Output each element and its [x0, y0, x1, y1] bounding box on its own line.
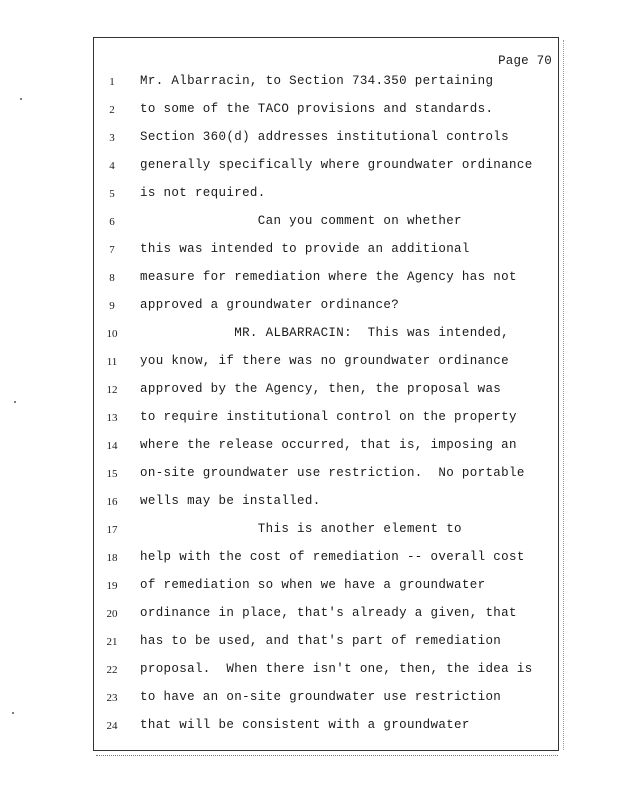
- line-number: 8: [109, 272, 115, 284]
- scan-speck: [20, 98, 22, 100]
- transcript-line: approved a groundwater ordinance?: [140, 298, 400, 312]
- line-number: 18: [106, 552, 118, 564]
- line-number: 13: [106, 412, 118, 424]
- transcript-line: has to be used, and that's part of remediation: [140, 634, 502, 648]
- line-number: 22: [106, 664, 118, 676]
- line-number: 6: [109, 216, 115, 228]
- line-number: 4: [109, 160, 115, 172]
- transcript-line: this was intended to provide an additional: [140, 242, 470, 256]
- scan-edge-right: [563, 40, 564, 750]
- transcript-line: to some of the TACO provisions and standards.: [140, 102, 494, 116]
- transcript-line: MR. ALBARRACIN: This was intended,: [140, 326, 510, 340]
- line-number: 12: [106, 384, 118, 396]
- line-number: 9: [109, 300, 115, 312]
- line-number: 14: [106, 440, 118, 452]
- line-number: 21: [106, 636, 118, 648]
- transcript-line: generally specifically where groundwater ordinance: [140, 158, 533, 172]
- transcript-line: wells may be installed.: [140, 494, 321, 508]
- transcript-line: where the release occurred, that is, imposing an: [140, 438, 517, 452]
- line-number: 10: [106, 328, 118, 340]
- transcript-line: Section 360(d) addresses institutional controls: [140, 130, 510, 144]
- scan-speck: [14, 401, 16, 403]
- transcript-line: Can you comment on whether: [140, 214, 462, 228]
- line-number: 20: [106, 608, 118, 620]
- transcript-line: approved by the Agency, then, the proposal was: [140, 382, 502, 396]
- line-number: 7: [109, 244, 115, 256]
- transcript-line: This is another element to: [140, 522, 462, 536]
- transcript-line: to have an on-site groundwater use restriction: [140, 690, 502, 704]
- line-number: 15: [106, 468, 118, 480]
- transcript-line: of remediation so when we have a groundwater: [140, 578, 486, 592]
- scan-edge-bottom: [96, 755, 558, 756]
- line-number: 5: [109, 188, 115, 200]
- line-number: 3: [109, 132, 115, 144]
- transcript-line: on-site groundwater use restriction. No portable: [140, 466, 525, 480]
- line-number: 11: [106, 356, 118, 368]
- line-number: 23: [106, 692, 118, 704]
- transcript-line: you know, if there was no groundwater ordinance: [140, 354, 510, 368]
- transcript-line: Mr. Albarracin, to Section 734.350 pertaining: [140, 74, 494, 88]
- transcript-line: ordinance in place, that's already a given, that: [140, 606, 517, 620]
- scan-speck: [12, 712, 14, 714]
- transcript-line: to require institutional control on the property: [140, 410, 517, 424]
- line-number: 24: [106, 720, 118, 732]
- page-number: Page 70: [498, 54, 552, 68]
- line-number: 19: [106, 580, 118, 592]
- transcript-line: proposal. When there isn't one, then, the idea is: [140, 662, 533, 676]
- line-number: 2: [109, 104, 115, 116]
- transcript-line: measure for remediation where the Agency has not: [140, 270, 517, 284]
- transcript-line: help with the cost of remediation -- overall cost: [140, 550, 525, 564]
- transcript-line: that will be consistent with a groundwater: [140, 718, 470, 732]
- transcript-page: [93, 37, 559, 751]
- line-number: 1: [109, 76, 115, 88]
- transcript-line: is not required.: [140, 186, 266, 200]
- line-number: 17: [106, 524, 118, 536]
- line-number: 16: [106, 496, 118, 508]
